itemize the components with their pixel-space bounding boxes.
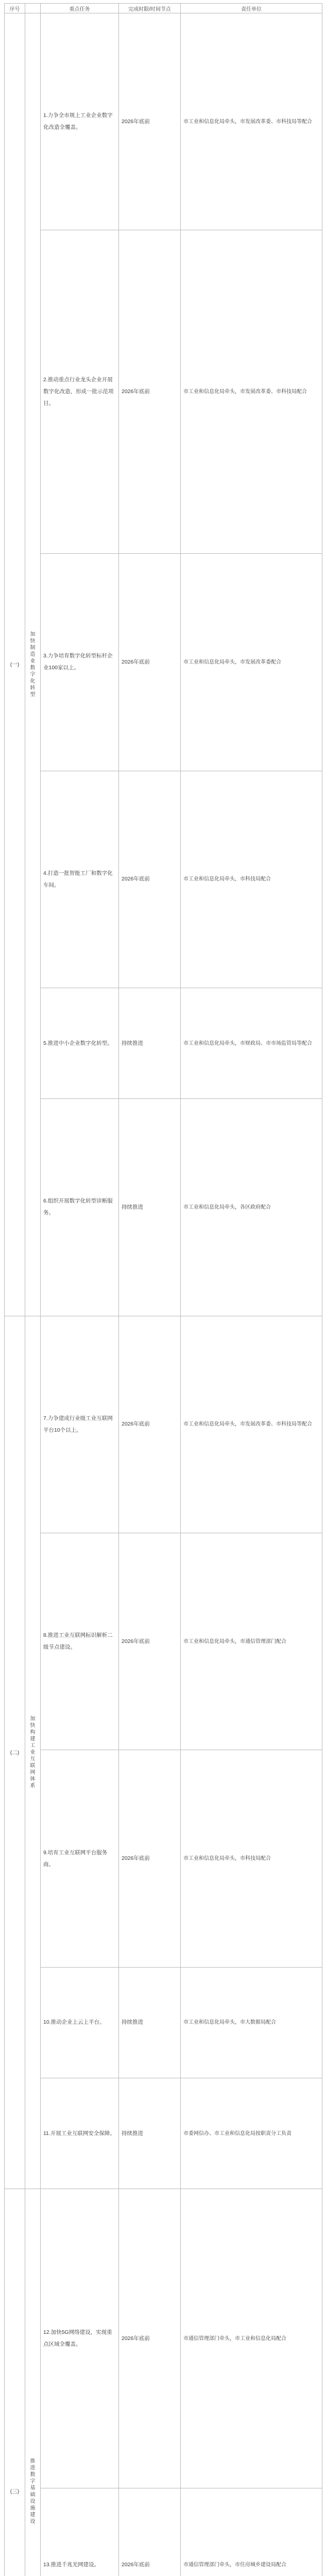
table-row: [5, 2078, 322, 2189]
group-category: 加快构建工业互联网体系: [30, 1716, 36, 1789]
group-number: (三): [5, 2189, 25, 2576]
header-task: 重点任务: [41, 4, 119, 13]
header-number: 序号: [5, 4, 25, 13]
unit-cell: 市工业和信息化局牵头，市发展改革委、市科技局等配合: [181, 1316, 322, 1533]
time-cell: 2026年底前: [119, 1533, 181, 1750]
time-cell: 持续推进: [119, 2078, 181, 2189]
group-category-cell: [25, 13, 41, 1316]
header-time: 完成时限/时间节点: [119, 4, 181, 13]
table-row: [5, 1967, 322, 2078]
time-cell: 持续推进: [119, 1099, 181, 1316]
task-cell: 6.组织开展数字化转型诊断服务。: [41, 1099, 119, 1316]
task-table: [4, 3, 322, 2576]
task-cell: 9.培育工业互联网平台服务商。: [41, 1750, 119, 1967]
time-cell: 2026年底前: [119, 230, 181, 554]
time-cell: 持续推进: [119, 1967, 181, 2078]
unit-cell: 市工业和信息化局牵头，市通信管理部门配合: [181, 1533, 322, 1750]
table-row: [5, 1750, 322, 1967]
unit-cell: 市工业和信息化局牵头，各区政府配合: [181, 1099, 322, 1316]
task-cell: 2.推动重点行业龙头企业开展数字化改造，形成一批示范项目。: [41, 230, 119, 554]
table-body: [5, 13, 322, 2576]
table-header-row: [5, 4, 322, 13]
table-row: [5, 554, 322, 771]
unit-cell: 市工业和信息化局牵头，市发展改革委配合: [181, 554, 322, 771]
table-row: [5, 1533, 322, 1750]
header-category: [25, 4, 41, 13]
time-cell: 2026年底前: [119, 2488, 181, 2576]
task-cell: 3.力争培育数字化转型标杆企业100家以上。: [41, 554, 119, 771]
unit-cell: 市工业和信息化局牵头，市发展改革委、市科技局等配合: [181, 13, 322, 230]
task-cell: 8.推进工业互联网标识解析二级节点建设。: [41, 1533, 119, 1750]
unit-cell: 市工业和信息化局牵头，市大数据局配合: [181, 1967, 322, 2078]
unit-cell: 市通信管理部门牵头，市住房城乡建设局配合: [181, 2488, 322, 2576]
unit-cell: 市工业和信息化局牵头，市发展改革委、市科技局配合: [181, 230, 322, 554]
table-row: [5, 988, 322, 1098]
unit-cell: 市委网信办、市工业和信息化局按职责分工负责: [181, 2078, 322, 2189]
task-cell: 12.加快5G网络建设，实现重点区域全覆盖。: [41, 2189, 119, 2488]
table-row: [5, 2189, 322, 2488]
task-cell: 13.推进千兆光网建设。: [41, 2488, 119, 2576]
time-cell: 2026年底前: [119, 1316, 181, 1533]
group-category: 推进数字基础设施建设: [30, 2458, 36, 2524]
unit-cell: 市工业和信息化局牵头，市科技局配合: [181, 771, 322, 988]
table-row: [5, 1316, 322, 1533]
header-unit: 责任单位: [181, 4, 322, 13]
group-number: (一): [5, 13, 25, 1316]
group-category: 加快制造业数字化转型: [30, 631, 36, 698]
time-cell: 2026年底前: [119, 1750, 181, 1967]
unit-cell: 市通信管理部门牵头，市工业和信息化局配合: [181, 2189, 322, 2488]
table-row: [5, 2488, 322, 2576]
group-category-cell: [25, 2189, 41, 2576]
table-row: [5, 13, 322, 230]
group-category-cell: [25, 1316, 41, 2189]
task-cell: 11.开展工业互联网安全保障。: [41, 2078, 119, 2189]
task-cell: 1.力争全市规上工业企业数字化改造全覆盖。: [41, 13, 119, 230]
task-cell: 5.推进中小企业数字化转型。: [41, 988, 119, 1098]
task-cell: 4.打造一批智能工厂和数字化车间。: [41, 771, 119, 988]
table-row: [5, 771, 322, 988]
time-cell: 2026年底前: [119, 13, 181, 230]
table-row: [5, 230, 322, 554]
time-cell: 持续推进: [119, 988, 181, 1098]
time-cell: 2026年底前: [119, 554, 181, 771]
task-cell: 10.推动企业上云上平台。: [41, 1967, 119, 2078]
table-row: [5, 1099, 322, 1316]
time-cell: 2026年底前: [119, 2189, 181, 2488]
unit-cell: 市工业和信息化局牵头，市财政局、市市场监管局等配合: [181, 988, 322, 1098]
task-cell: 7.力争建成行业级工业互联网平台10个以上。: [41, 1316, 119, 1533]
unit-cell: 市工业和信息化局牵头，市科技局配合: [181, 1750, 322, 1967]
time-cell: 2026年底前: [119, 771, 181, 988]
group-number: (二): [5, 1316, 25, 2189]
